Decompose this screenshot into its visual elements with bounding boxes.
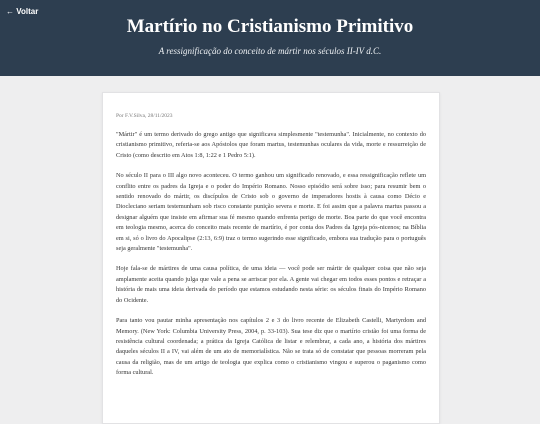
article-paragraph: Hoje fala-se de mártires de uma causa política, de uma ideia — você pode ser mártir de qualquer coisa que não seja amplamente aceita quando julga que vale a pena se arriscar por ela. A gente vai chegar em todos esses pontos e retraçar a história de mais uma ideia derivada do período que estamos estudando nesta série: os séculos finais do Império Romano do Ocidente. bbox=[116, 265, 426, 304]
page-subtitle: A ressignificação do conceito de mártir nos séculos II-IV d.C. bbox=[158, 46, 382, 56]
article-paragraph: Para tanto vou pautar minha apresentação nos capítulos 2 e 3 do livro recente de Elizabeth Castelli, Martyrdom and Memory. (New York: Columbia University Press, 2004, p. 33-103). Sua tese diz que o martírio cristão foi uma forma de resistência cultural coordenada; a prática da Igreja Católica de listar e relembrar, a cada ano, a história dos mártires daqueles séculos II a IV, vai além de um ato de memorialística. Não se trata só de constatar que pessoas morreram pela causa da religião, mas de um artigo de teologia que explica como o cristianismo vingou e superou o paganismo como forma cultural. bbox=[116, 317, 426, 377]
article-body bbox=[116, 130, 426, 389]
article-paragraph: No século II para o III algo novo aconteceu. O termo ganhou um significado renovado, e essa ressignificação reflete um conflito entre os padres da Igreja e o poder do Império Romano. Nosso episódio será sobre isso; para resumir bem o sentido renovado do mártir, os discípulos de Cristo sob o governo de imperadores hostis à causa como Décio e Diocleciano seriam testemunham sob risco constante punição severa e morte. E foi assim que a palavra martus passou a designar alguém que insiste em afirmar sua fé mesmo quando enfrenta perigo de morte. Boa parte do que você encontra em teologia mesmo, acerca do conceito mais recente de martírio, é por conta dos Padres da Igreja pós-nicenos; na Bíblia em si, só o livro do Apocalipse (2:13, 6:9) traz o termo sugerindo esse significado, embora sua tradução para o português seja geralmente "testemunha". bbox=[116, 172, 426, 253]
page-title: Martírio no Cristianismo Primitivo bbox=[126, 16, 414, 37]
page-header bbox=[0, 0, 540, 76]
article-card bbox=[102, 92, 440, 424]
article-meta: Por F.V.Silva, 28/11/2023 bbox=[116, 113, 173, 119]
article-paragraph: "Mártir" é um termo derivado do grego antigo que significava simplesmente "testemunha". Inicialmente, no contexto do cristianismo primitivo, referia-se aos Apóstolos que foram martus, testemunhas oculares da vida, morte e ressurreição de Cristo (como descrito em Atos 1:8, 1:22 e 1 Pedro 5:1). bbox=[116, 131, 426, 159]
back-link[interactable]: ← Voltar bbox=[6, 7, 39, 16]
